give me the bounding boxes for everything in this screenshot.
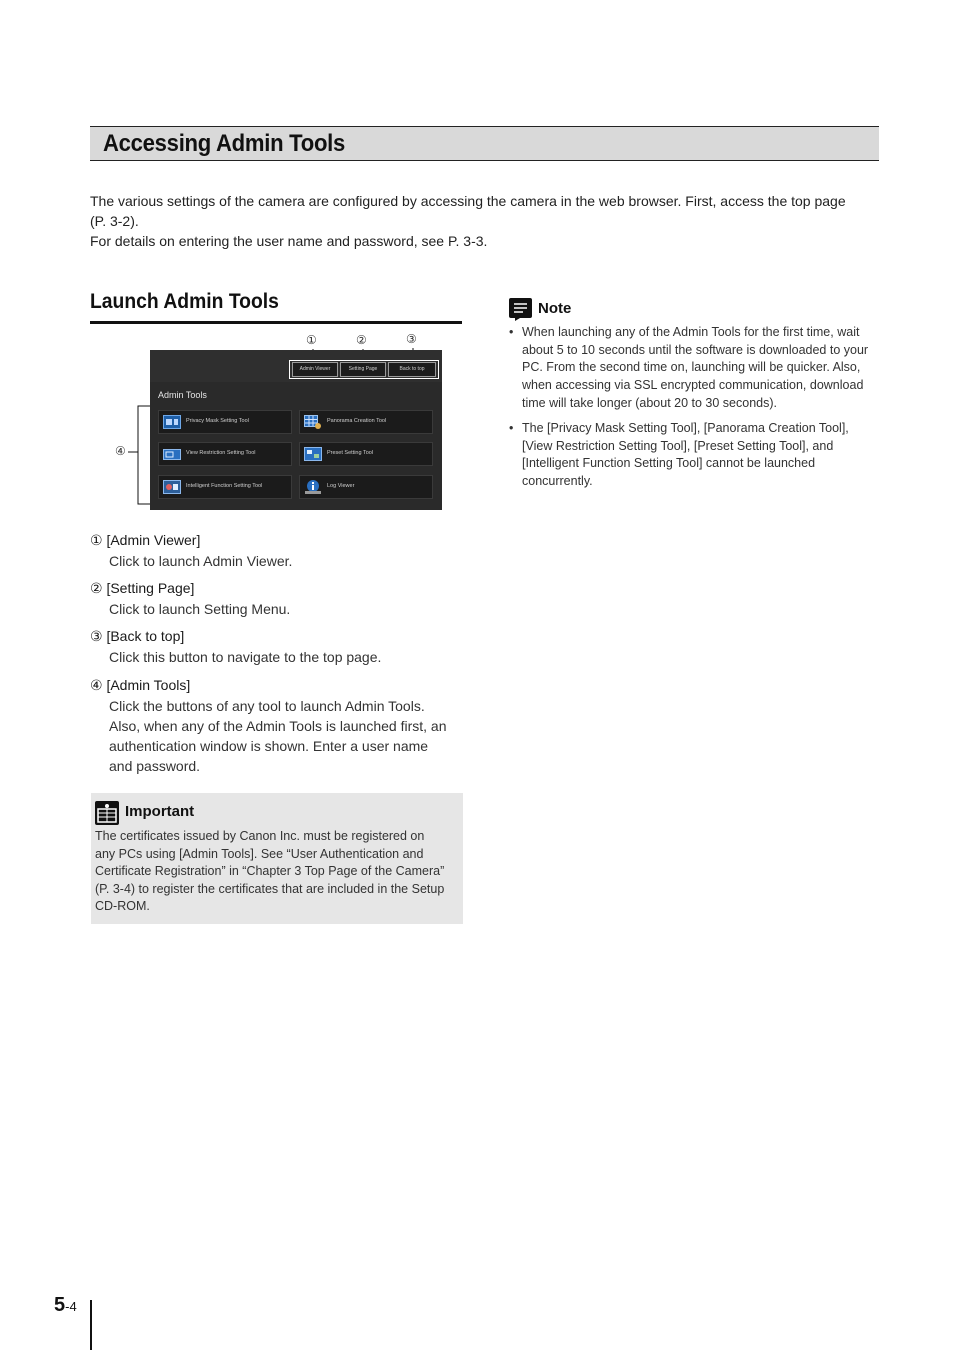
note-line: [View Restriction Setting Tool], [Preset Setting Tool], and (522, 438, 834, 453)
intro-line-1: The various settings of the camera are configured by accessing the camera in the web browser. First, access the top page (90, 193, 846, 209)
important-text (95, 828, 459, 916)
item-3-heading (90, 628, 184, 645)
item-title: [Setting Page] (106, 580, 195, 596)
item-4-description-line-3: authentication window is shown. Enter a user name (109, 738, 429, 754)
item-marker: ① (90, 532, 103, 548)
intelligent-function-icon (163, 480, 181, 494)
important-line: any PCs using [Admin Tools]. See “User Authentication and (95, 846, 424, 861)
note-line: when accessing via SSL encrypted communication, download (522, 378, 864, 393)
note-bullet-text (522, 324, 880, 413)
note-line: [Intelligent Function Setting Tool] cannot be launched (522, 456, 816, 471)
tool-label: Intelligent Function Setting Tool (186, 483, 263, 489)
item-1-description: Click to launch Admin Viewer. (109, 553, 293, 569)
bullet-marker: • (509, 421, 514, 435)
item-title: [Admin Viewer] (106, 532, 201, 548)
intro-line-3: For details on entering the user name and password, see P. 3-3. (90, 233, 488, 249)
note-bullet-text (522, 420, 880, 491)
important-box (91, 793, 463, 924)
admin-tools-screenshot (150, 350, 442, 510)
important-line: CD-ROM. (95, 899, 150, 913)
admin-tools-label: Admin Tools (158, 390, 207, 400)
preset-icon (304, 447, 322, 461)
page-suffix: -4 (65, 1299, 77, 1314)
intelligent-function-tool-button[interactable] (158, 475, 292, 499)
admin-viewer-button[interactable]: Admin Viewer (292, 362, 338, 377)
note-line: The [Privacy Mask Setting Tool], [Panorama Creation Tool], (522, 421, 849, 435)
important-line: (P. 3-4) to register the certificates that are included in the Setup (95, 881, 445, 896)
tool-label: Preset Setting Tool (327, 450, 374, 456)
chapter-number: 5 (54, 1294, 66, 1316)
important-icon (95, 801, 119, 825)
note-line: time will take longer (about 20 to 30 seconds). (522, 395, 777, 410)
item-title: [Back to top] (106, 628, 185, 644)
item-2-heading (90, 580, 194, 597)
panorama-tool-button[interactable] (299, 410, 433, 434)
section-heading (90, 290, 462, 324)
info-icon (304, 480, 322, 494)
tool-label: Privacy Mask Setting Tool (186, 418, 249, 424)
callout-3: ③ (406, 332, 417, 346)
page-title: Accessing Admin Tools (103, 130, 346, 157)
title-bar (90, 126, 879, 161)
tool-label: Log Viewer (327, 483, 355, 489)
callout-4: ④ (115, 444, 126, 458)
item-title: [Admin Tools] (106, 677, 191, 693)
setting-page-button[interactable]: Setting Page (340, 362, 386, 377)
log-viewer-tool-button[interactable] (299, 475, 433, 499)
important-line: Certificate Registration” in “Chapter 3 Top Page of the Camera” (95, 864, 445, 878)
section-title: Launch Admin Tools (90, 290, 279, 313)
privacy-mask-icon (163, 415, 181, 429)
callout-1: ① (306, 333, 317, 347)
intro-line-2: (P. 3-2). (90, 213, 139, 229)
important-line: The certificates issued by Canon Inc. must be registered on (95, 829, 425, 843)
tool-label: View Restriction Setting Tool (186, 450, 256, 456)
item-marker: ③ (90, 628, 103, 644)
item-3-description: Click this button to navigate to the top page. (109, 649, 382, 665)
item-4-description-line-4: and password. (109, 758, 201, 774)
item-2-description: Click to launch Setting Menu. (109, 601, 291, 617)
item-marker: ④ (90, 677, 103, 693)
note-line: concurrently. (522, 474, 593, 489)
preset-tool-button[interactable] (299, 442, 433, 466)
important-title: Important (125, 803, 195, 820)
item-1-heading (90, 532, 200, 549)
item-marker: ② (90, 580, 103, 596)
note-line: about 5 to 10 seconds until the software is downloaded to your (522, 342, 869, 357)
back-to-top-button[interactable]: Back to top (388, 362, 436, 377)
panorama-icon (304, 415, 322, 429)
privacy-mask-tool-button[interactable] (158, 410, 292, 434)
callout-2: ② (356, 333, 367, 347)
item-4-heading (90, 677, 190, 694)
note-bullet-2 (509, 420, 881, 492)
bullet-marker: • (509, 325, 514, 339)
note-bullet-1 (509, 324, 881, 414)
note-title: Note (538, 300, 572, 317)
note-line: PC. From the second time on, launching will be quicker. Also, (522, 360, 861, 375)
note-line: When launching any of the Admin Tools for the first time, wait (522, 325, 860, 339)
footer-rule (90, 1300, 92, 1350)
item-4-description-line-1: Click the buttons of any tool to launch Admin Tools. (109, 698, 425, 714)
view-restriction-icon (163, 447, 181, 461)
note-icon (509, 298, 532, 321)
item-4-description-line-2: Also, when any of the Admin Tools is launched first, an (109, 718, 447, 734)
tool-label: Panorama Creation Tool (327, 418, 387, 424)
view-restriction-tool-button[interactable] (158, 442, 292, 466)
page-number (54, 1294, 77, 1317)
